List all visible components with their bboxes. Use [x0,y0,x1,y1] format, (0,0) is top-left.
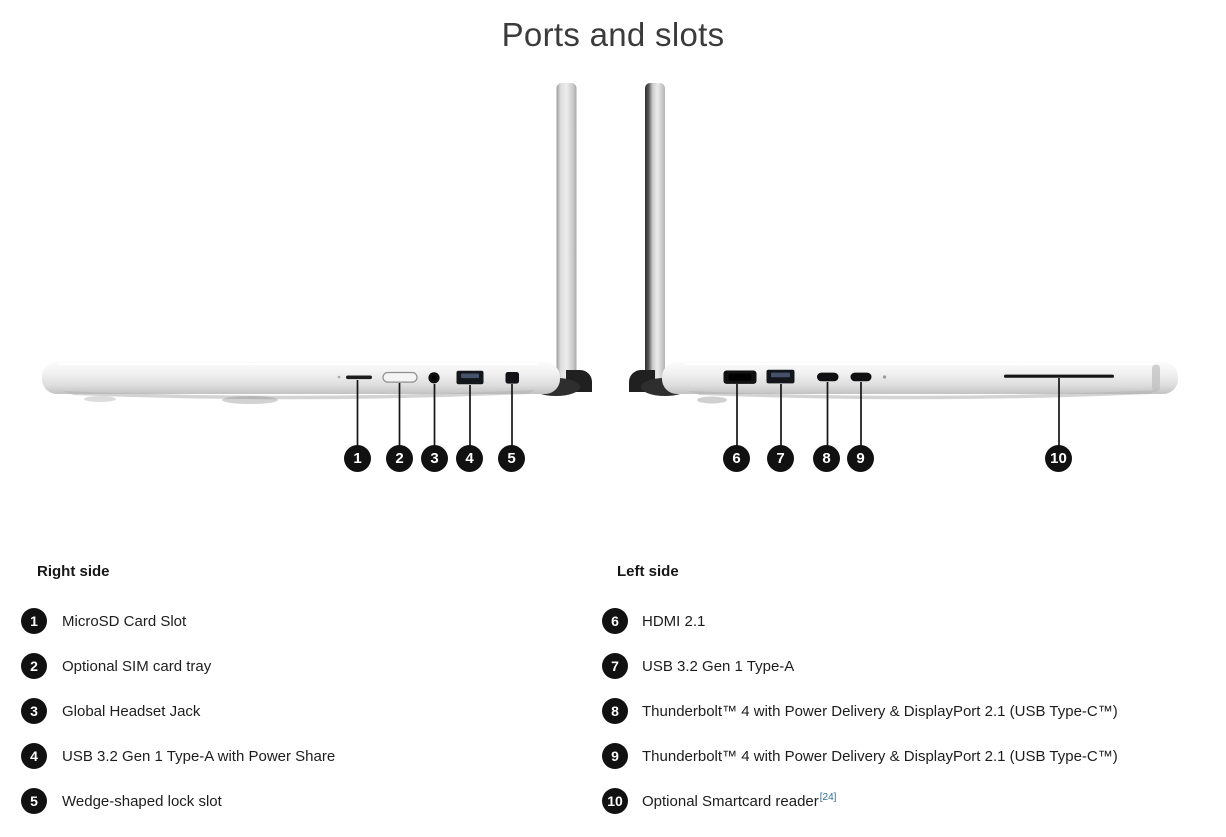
legend-label: Global Headset Jack [62,702,201,720]
legend-item [21,608,581,634]
laptop-right-side-view [42,83,592,404]
legend-item [602,788,1202,814]
sim-eject-hole [338,376,341,379]
page-title: Ports and slots [501,16,725,53]
legend-label [642,792,836,810]
legend-badge-5: 5 [21,788,47,814]
diagram-callout-4: 4 [456,445,483,472]
sim-card-tray [383,373,417,383]
legend-left-side [602,563,1202,833]
smartcard-reader-slot [1004,375,1114,378]
legend-label: USB 3.2 Gen 1 Type-A [642,657,795,675]
wedge-lock-slot [506,372,520,384]
laptop-lid [645,83,665,385]
legend-item [602,608,1202,634]
microsd-slot [346,376,372,380]
legend-item [602,653,1202,679]
legend-item [602,743,1202,769]
legend-item [21,698,581,724]
laptop-lid [557,83,577,385]
legend-label: Thunderbolt™ 4 with Power Delivery & DisplayPort 2.1 (USB Type-C™) [642,747,1118,765]
diagram-callout-9: 9 [847,445,874,472]
legend-label: HDMI 2.1 [642,612,706,630]
diagram-callout-5: 5 [498,445,525,472]
legend-right-side [21,563,581,833]
legend-label: Wedge-shaped lock slot [62,792,222,810]
legend-label: USB 3.2 Gen 1 Type-A with Power Share [62,747,336,765]
diagram-callout-6: 6 [723,445,750,472]
diagram-callout-8: 8 [813,445,840,472]
diagram-callout-7: 7 [767,445,794,472]
legend-item [21,653,581,679]
legend-badge-4: 4 [21,743,47,769]
legend-badge-2: 2 [21,653,47,679]
legend-label-text: Optional Smartcard reader [642,793,819,810]
legend-label: MicroSD Card Slot [62,612,187,630]
legend-item [21,743,581,769]
usb-c-port [851,373,872,382]
legend-item [602,698,1202,724]
diagram-callout-10: 10 [1045,445,1072,472]
diagram-callout-1: 1 [344,445,371,472]
status-led [883,375,886,378]
legend-badge-3: 3 [21,698,47,724]
legend-left-heading: Left side [617,563,679,580]
legend-label: Thunderbolt™ 4 with Power Delivery & DisplayPort 2.1 (USB Type-C™) [642,702,1118,720]
legend-item [21,788,581,814]
legend-badge-9: 9 [602,743,628,769]
legend-badge-8: 8 [602,698,628,724]
footnote-24-link[interactable]: [24] [819,792,837,803]
legend-badge-10: 10 [602,788,628,814]
usb-c-port [817,373,839,382]
legend-label: Optional SIM card tray [62,657,212,675]
diagram-callout-2: 2 [386,445,413,472]
legend-badge-6: 6 [602,608,628,634]
legend-right-heading: Right side [37,563,110,580]
laptop-left-side-view [629,83,1178,404]
legend-badge-7: 7 [602,653,628,679]
legend-badge-1: 1 [21,608,47,634]
diagram-callout-3: 3 [421,445,448,472]
